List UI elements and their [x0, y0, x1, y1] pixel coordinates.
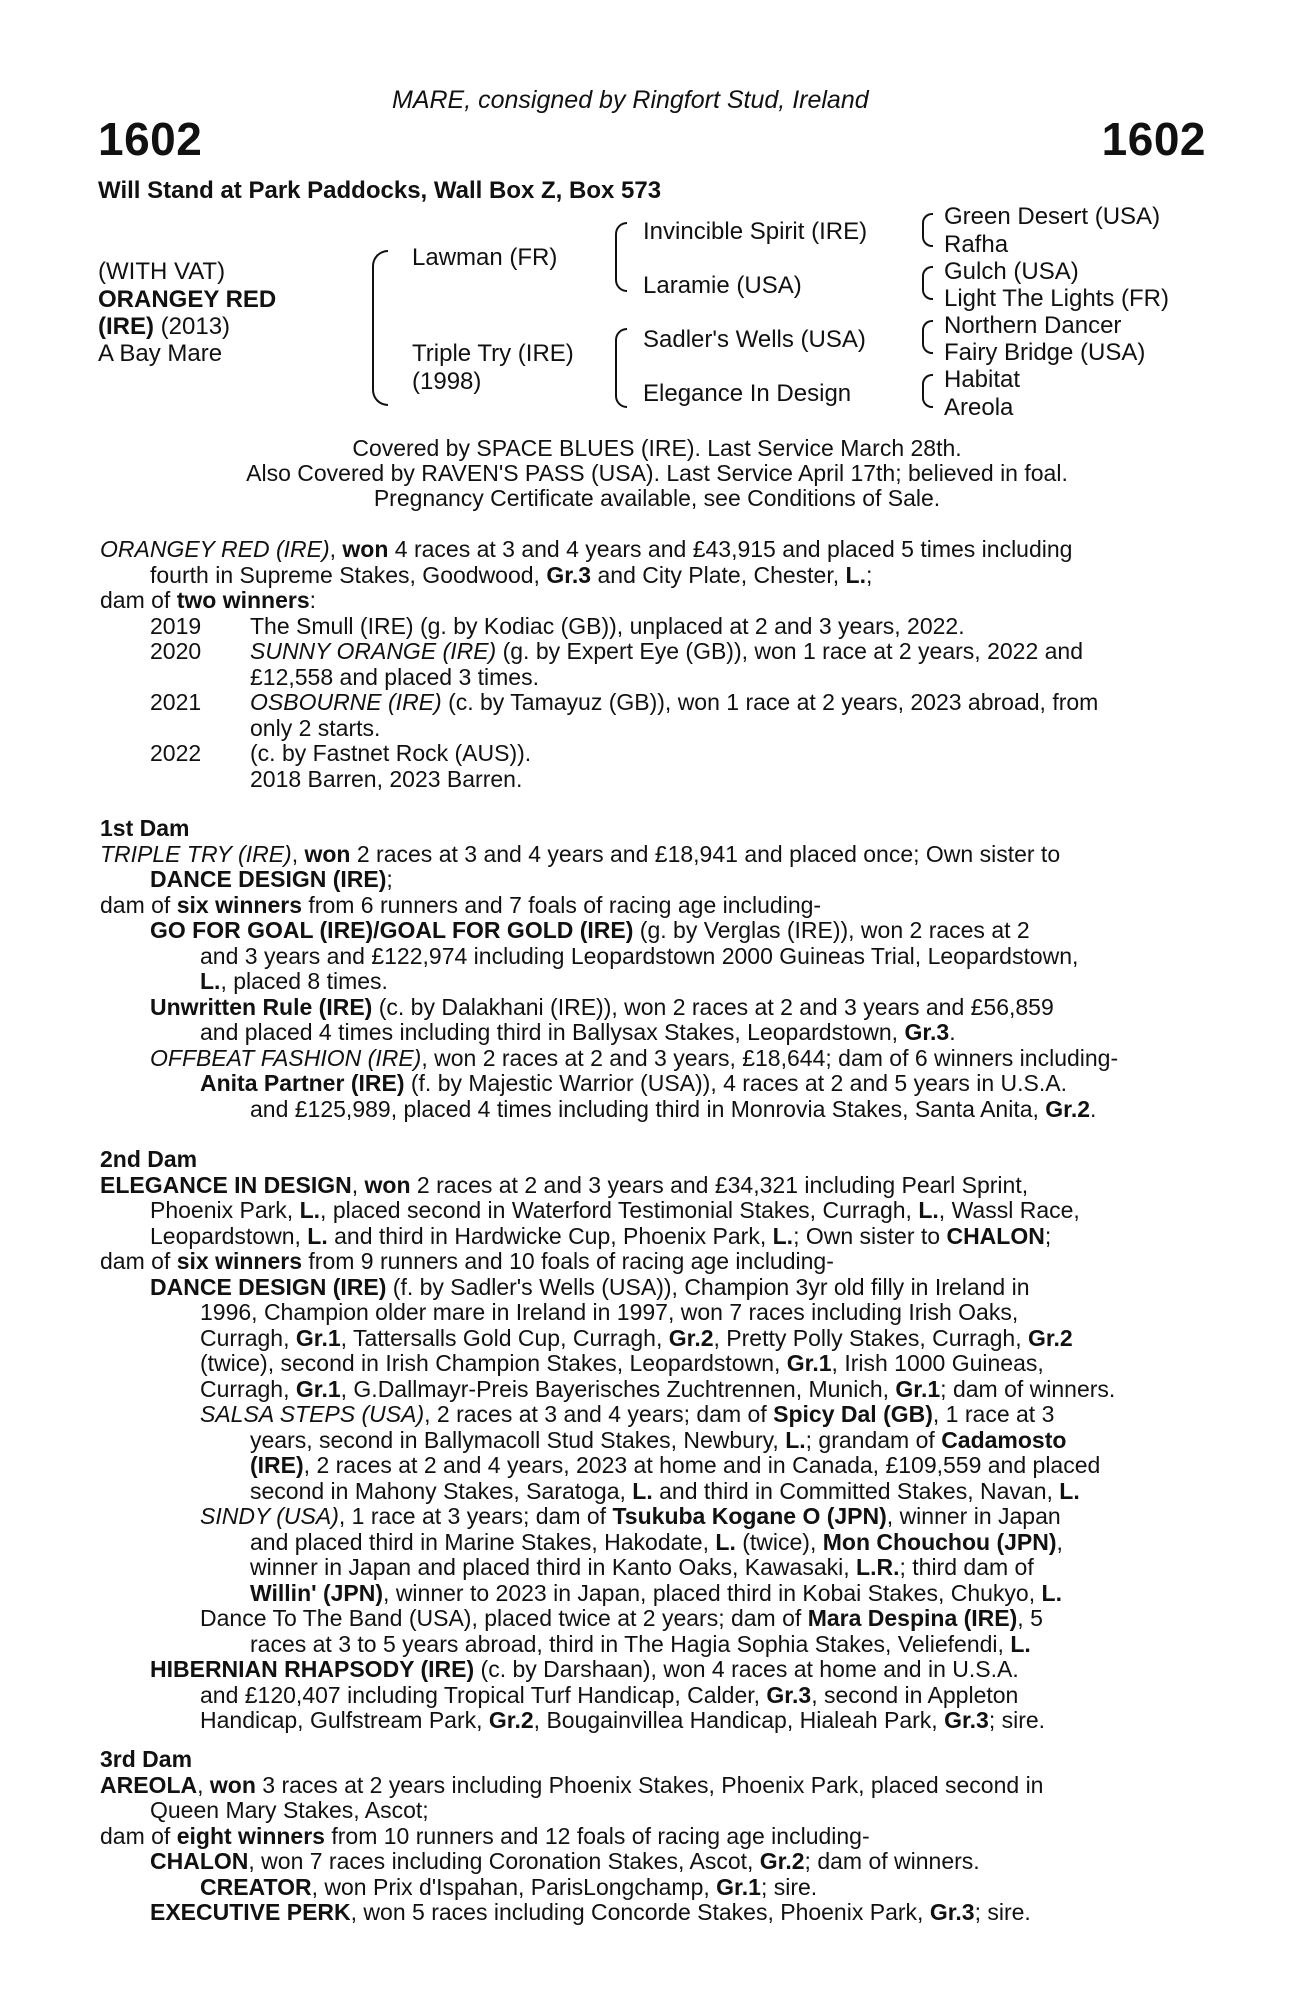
pedigree-dam-sire: Sadler's Wells (USA)	[643, 326, 866, 353]
stand-location: Will Stand at Park Paddocks, Wall Box Z, Box 573	[98, 177, 662, 204]
pedigree-dam: Triple Try (IRE)	[412, 340, 574, 367]
pedigree-sire: Lawman (FR)	[412, 244, 558, 271]
first-dam-section: 1st Dam TRIPLE TRY (IRE), won 2 races at 3 and 4 years and £18,941 and placed once; Own sister to DANCE DESIGN (IRE); dam of six winners from 6 runners and 7 foals of racing age including- GO FOR GOAL (IRE)/GOAL FOR GOLD (IRE) (g. by Verglas (IRE)), won 2 races at 2 and 3 years and £122,974 including Leopardstown 2000 Guineas Trial, Leopardstown, L., placed 8 times. Unwritten Rule (IRE) (c. by Dalakhani (IRE)), won 2 races at 2 and 3 years and £56,859 and placed 4 times including third in Ballysax Stakes, Leopardstown, Gr.3. OFFBEAT FASHION (IRE), won 2 races at 2 and 3 years, £18,644; dam of 6 winners including- Anita Partner (IRE) (f. by Majestic Warrior (USA)), 4 races at 2 and 5 years in U.S.A. and £125,989, placed 4 times including third in Monrovia Stakes, Santa Anita, Gr.2.	[100, 816, 1205, 1122]
pedigree-dam-year: (1998)	[412, 368, 482, 395]
pedigree-brace-dam	[615, 328, 627, 408]
pedigree-brace-dd	[922, 374, 933, 408]
mare-record: ORANGEY RED (IRE), won 4 races at 3 and 4 years and £43,915 and placed 5 times including fourth in Supreme Stakes, Goodwood, Gr.3 and City Plate, Chester, L.; dam of two winners: 2019 The Smull (IRE) (g. by Kodiac (GB)), unplaced at 2 and 3 years, 2022. 2020 SUNNY ORANGE (IRE) (g. by Expert Eye (GB)), won 1 race at 2 years, 2022 and £12,558 and placed 3 times. 2021 OSBOURNE (IRE) (c. by Tamayuz (GB)), won 1 race at 2 years, 2023 abroad, from only 2 starts. 2022 (c. by Fastnet Rock (AUS)). 2018 Barren, 2023 Barren.	[100, 537, 1205, 792]
second-dam-section: 2nd Dam ELEGANCE IN DESIGN, won 2 races at 2 and 3 years and £34,321 including Pearl Sprint, Phoenix Park, L., placed second in Waterford Testimonial Stakes, Curragh, L., Wassl Race, Leopardstown, L. and third in Hardwicke Cup, Phoenix Park, L.; Own sister to CHALON; dam of six winners from 9 runners and 10 foals of racing age including- DANCE DESIGN (IRE) (f. by Sadler's Wells (USA)), Champion 3yr old filly in Ireland in 1996, Champion older mare in Ireland in 1997, won 7 races including Irish Oaks, Curragh, Gr.1, Tattersalls Gold Cup, Curragh, Gr.2, Pretty Polly Stakes, Curragh, Gr.2 (twice), second in Irish Champion Stakes, Leopardstown, Gr.1, Irish 1000 Guineas, Curragh, Gr.1, G.Dallmayr-Preis Bayerisches Zuchtrennen, Munich, Gr.1; dam of winners. SALSA STEPS (USA), 2 races at 3 and 4 years; dam of Spicy Dal (GB), 1 race at 3 years, second in Ballymacoll Stud Stakes, Newbury, L.; grandam of Cadamosto (IRE), 2 races at 2 and 4 years, 2023 at home and in Canada, £109,559 and placed second in Mahony Stakes, Saratoga, L. and third in Committed Stakes, Navan, L. SINDY (USA), 1 race at 3 years; dam of Tsukuba Kogane O (JPN), winner in Japan and placed third in Marine Stakes, Hakodate, L. (twice), Mon Chouchou (JPN), winner in Japan and placed third in Kanto Oaks, Kawasaki, L.R.; third dam of Willin' (JPN), winner to 2023 in Japan, placed third in Kobai Stakes, Chukyo, L. Dance To The Band (USA), placed twice at 2 years; dam of Mara Despina (IRE), 5 races at 3 to 5 years abroad, third in The Hagia Sophia Stakes, Veliefendi, L. HIBERNIAN RHAPSODY (IRE) (c. by Darshaan), won 4 races at home and in U.S.A. and £120,407 including Tropical Turf Handicap, Calder, Gr.3, second in Appleton Handicap, Gulfstream Park, Gr.2, Bougainvillea Handicap, Hialeah Park, Gr.3; sire.	[100, 1147, 1205, 1734]
horse-name-suffix: (IRE) (2013)	[98, 313, 231, 340]
vat-note: (WITH VAT)	[98, 258, 226, 285]
pedigree-sire-dam: Laramie (USA)	[643, 272, 802, 299]
horse-name: ORANGEY RED	[98, 286, 277, 313]
second-dam-heading: 2nd Dam	[100, 1147, 198, 1172]
produce-2020: 2020 SUNNY ORANGE (IRE) (g. by Expert Eye (GB)), won 1 race at 2 years, 2022 and	[150, 639, 1083, 664]
third-dam-heading: 3rd Dam	[100, 1747, 193, 1772]
pedigree-sss: Green Desert (USA)	[944, 203, 1161, 230]
first-dam-heading: 1st Dam	[100, 816, 190, 841]
pedigree-brace-sd	[922, 266, 933, 300]
pedigree-dam-dam: Elegance In Design	[643, 380, 852, 407]
covering-1: Covered by SPACE BLUES (IRE). Last Service March 28th.	[352, 435, 962, 461]
third-dam-section: 3rd Dam AREOLA, won 3 races at 2 years including Phoenix Stakes, Phoenix Park, placed second in Queen Mary Stakes, Ascot; dam of eight winners from 10 runners and 12 foals of racing age including- CHALON, won 7 races including Coronation Stakes, Ascot, Gr.2; dam of winners. CREATOR, won Prix d'Ispahan, ParisLongchamp, Gr.1; sire. EXECUTIVE PERK, won 5 races including Concorde Stakes, Phoenix Park, Gr.3; sire.	[100, 1747, 1205, 1926]
pedigree-brace-sire	[615, 222, 627, 292]
produce-2022: 2022 (c. by Fastnet Rock (AUS)).	[150, 741, 532, 766]
pedigree-dds: Habitat	[944, 366, 1021, 393]
pedigree-ddd: Areola	[944, 394, 1014, 421]
covering-3: Pregnancy Certificate available, see Conditions of Sale.	[373, 485, 941, 511]
pedigree-dsd: Fairy Bridge (USA)	[944, 339, 1146, 366]
pedigree-brace-main	[372, 250, 388, 406]
produce-2021: 2021 OSBOURNE (IRE) (c. by Tamayuz (GB)), won 1 race at 2 years, 2023 abroad, from	[150, 690, 1099, 715]
horse-description: A Bay Mare	[98, 340, 223, 367]
pedigree-brace-ds	[922, 320, 933, 354]
pedigree-dss: Northern Dancer	[944, 312, 1122, 339]
produce-2019: 2019 The Smull (IRE) (g. by Kodiac (GB)), unplaced at 2 and 3 years, 2022.	[150, 613, 965, 639]
consignment-line: MARE, consigned by Ringfort Stud, Ireland	[392, 86, 869, 114]
pedigree-sire-sire: Invincible Spirit (IRE)	[643, 218, 868, 245]
covering-2: Also Covered by RAVEN'S PASS (USA). Last Service April 17th; believed in foal.	[246, 460, 1068, 486]
lot-number-left: 1602	[98, 113, 203, 165]
pedigree-brace-ss	[922, 213, 933, 247]
pedigree-sdd: Light The Lights (FR)	[944, 285, 1169, 312]
pedigree-ssd: Rafha	[944, 231, 1009, 258]
pedigree-sds: Gulch (USA)	[944, 258, 1079, 285]
foaling-year: (2013)	[160, 313, 231, 340]
lot-number-right: 1602	[1101, 113, 1206, 165]
